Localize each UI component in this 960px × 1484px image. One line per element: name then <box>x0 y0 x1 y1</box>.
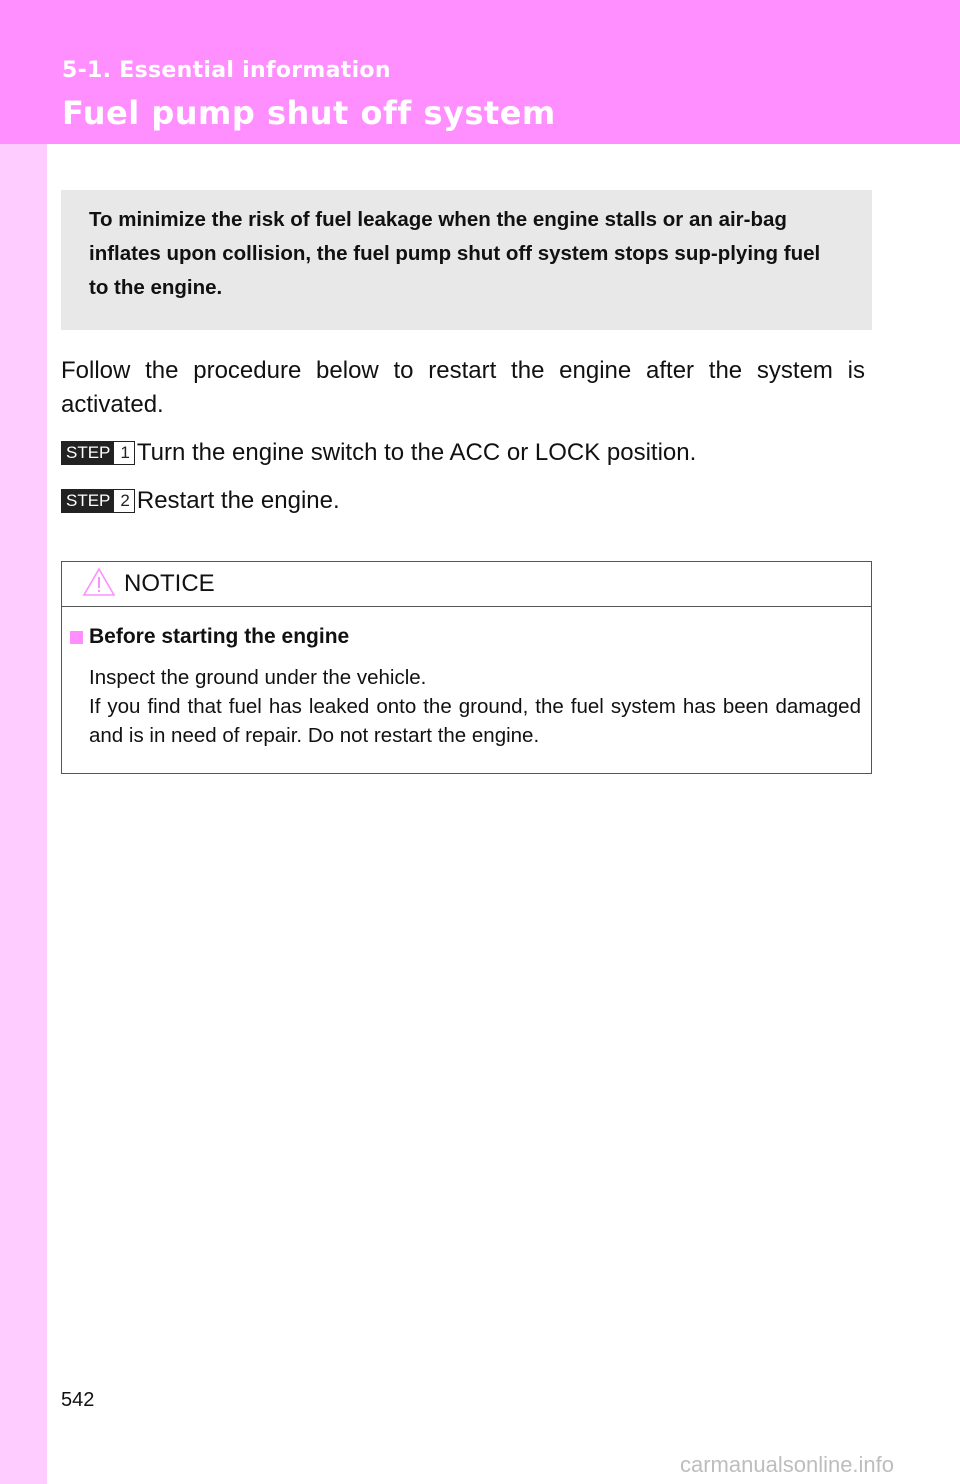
step-badge-word: STEP <box>62 442 114 464</box>
step-badge <box>61 441 135 465</box>
step-2 <box>61 488 340 514</box>
step-badge-number: 2 <box>114 490 133 512</box>
notice-text <box>89 663 861 750</box>
notice-header <box>62 562 871 607</box>
step-text: Turn the engine switch to the ACC or LOCK position. <box>136 439 697 466</box>
body-text: Follow the procedure below to restart the engine after the system is activated. <box>61 357 865 418</box>
watermark: carmanualsonline.info <box>680 1452 895 1477</box>
notice-box <box>61 561 872 774</box>
step-badge-number: 1 <box>114 442 133 464</box>
step-badge <box>61 489 135 513</box>
page-title: Fuel pump shut off system <box>62 94 556 132</box>
intro-text: To minimize the risk of fuel leakage when the engine stalls or an air-bag inflates upon collision, the fuel pump shut off system stops sup-plying fuel to the engine. <box>89 208 821 299</box>
notice-line: Inspect the ground under the vehicle. <box>89 666 427 689</box>
notice-subheading-text: Before starting the engine <box>89 625 350 648</box>
side-strip <box>0 144 47 1484</box>
page-header <box>0 0 960 144</box>
warning-triangle-icon <box>82 567 116 602</box>
page-number: 542 <box>61 1389 95 1411</box>
step-1 <box>61 440 696 466</box>
notice-subheading <box>70 625 861 649</box>
section-label: 5-1. Essential information <box>62 58 391 83</box>
intro-box <box>61 190 872 330</box>
step-badge-word: STEP <box>62 490 114 512</box>
step-text: Restart the engine. <box>136 487 340 514</box>
notice-body <box>62 607 871 750</box>
notice-title: NOTICE <box>124 570 215 597</box>
notice-line: If you find that fuel has leaked onto the ground, the fuel system has been damaged and is in need of repair. Do not restart the engine. <box>89 695 861 747</box>
square-bullet-icon <box>70 631 83 644</box>
